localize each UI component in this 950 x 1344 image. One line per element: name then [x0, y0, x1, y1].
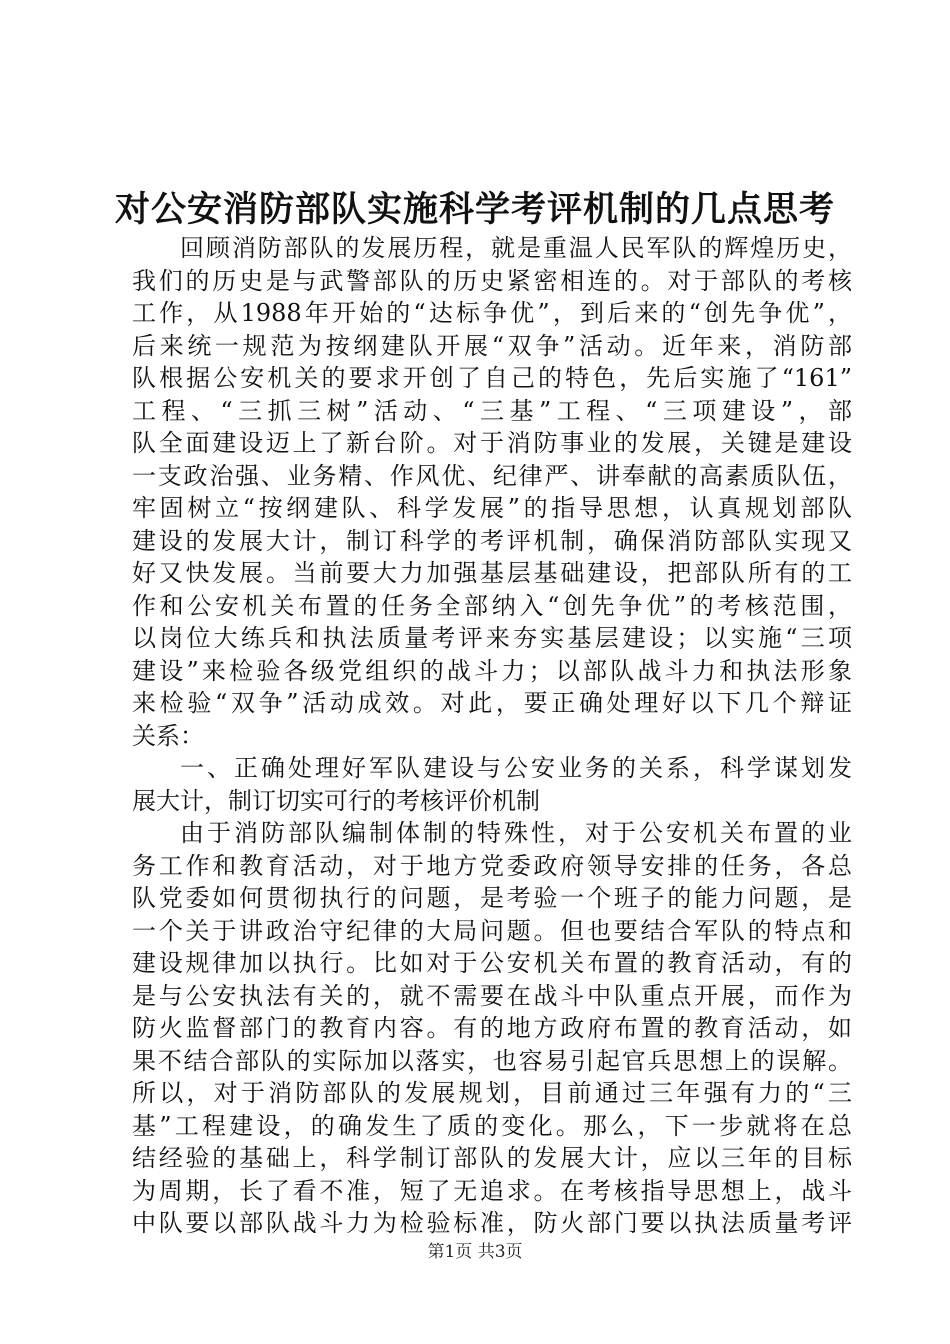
text-line: 一个关于讲政治守纪律的大局问题。但也要结合军队的特点和 — [132, 916, 852, 945]
text-line: 建设规律加以执行。比如对于公安机关布置的教育活动，有的 — [132, 949, 852, 977]
text-line: 务工作和教育活动，对于地方党委政府领导安排的任务，各总 — [132, 851, 852, 880]
text-line: 队党委如何贯彻执行的问题，是考验一个班子的能力问题，是 — [132, 884, 852, 912]
text-line: 队全面建设迈上了新台阶。对于消防事业的发展，关键是建设 — [132, 429, 852, 457]
document-title: 对公安消防部队实施科学考评机制的几点思考 — [114, 189, 835, 230]
text-line: 果不结合部队的实际加以落实，也容易引起官兵思想上的误解。 — [132, 1046, 852, 1075]
text-line: 是与公安执法有关的，就不需要在战斗中队重点开展，而作为 — [132, 981, 852, 1010]
text-line: 中队要以部队战斗力为检验标准，防火部门要以执法质量考评 — [132, 1209, 852, 1237]
text-line: 队根据公安机关的要求开创了自己的特色，先后实施了“161” — [132, 364, 852, 392]
text-line: 以岗位大练兵和执法质量考评来夯实基层建设；以实施“三项 — [132, 624, 852, 652]
text-line: 防火监督部门的教育内容。有的地方政府布置的教育活动，如 — [132, 1014, 852, 1042]
text-line: 结经验的基础上，科学制订部队的发展大计，应以三年的目标 — [132, 1144, 852, 1172]
text-line: 回顾消防部队的发展历程，就是重温人民军队的辉煌历史， — [180, 234, 852, 262]
text-line: 工程、“三抓三树”活动、“三基”工程、“三项建设”，部 — [132, 396, 852, 425]
text-line: 工作，从1988年开始的“达标争优”，到后来的“创先争优”， — [132, 299, 852, 327]
document-body — [132, 232, 852, 1240]
text-line: 作和公安机关布置的任务全部纳入“创先争优”的考核范围， — [132, 591, 852, 620]
text-line: 基”工程建设，的确发生了质的变化。那么，下一步就将在总 — [132, 1111, 852, 1140]
text-line: 建设的发展大计，制订科学的考评机制，确保消防部队实现又 — [132, 526, 852, 555]
text-line: 一支政治强、业务精、作风优、纪律严、讲奉献的高素质队伍， — [132, 461, 852, 490]
page-number-footer: 第1页 共3页 — [427, 1242, 523, 1262]
text-line: 由于消防部队编制体制的特殊性，对于公安机关布置的业 — [180, 819, 852, 847]
text-line: 我们的历史是与武警部队的历史紧密相连的。对于部队的考核 — [132, 266, 852, 295]
text-line: 好又快发展。当前要大力加强基层基础建设，把部队所有的工 — [132, 559, 852, 587]
text-line: 后来统一规范为按纲建队开展“双争”活动。近年来，消防部 — [132, 331, 852, 360]
text-line: 关系： — [132, 721, 204, 750]
text-line: 牢固树立“按纲建队、科学发展”的指导思想，认真规划部队 — [132, 494, 852, 522]
text-line: 为周期，长了看不准，短了无追求。在考核指导思想上，战斗 — [132, 1176, 852, 1205]
section-heading-line: 展大计，制订切实可行的考核评价机制 — [132, 786, 540, 815]
text-line: 来检验“双争”活动成效。对此，要正确处理好以下几个辩证 — [132, 689, 852, 717]
text-line: 建设”来检验各级党组织的战斗力；以部队战斗力和执法形象 — [132, 656, 852, 685]
text-line: 所以，对于消防部队的发展规划，目前通过三年强有力的“三 — [132, 1079, 852, 1107]
section-heading-line: 一、正确处理好军队建设与公安业务的关系，科学谋划发 — [180, 754, 852, 782]
